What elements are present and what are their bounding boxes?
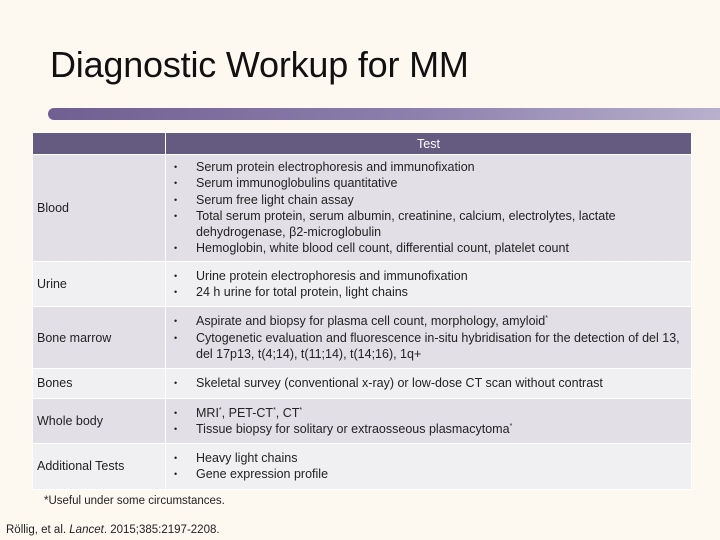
- test-item-text: Serum immunoglobulins quantitative: [196, 176, 398, 191]
- test-item: [174, 375, 687, 391]
- bullet-icon: •: [174, 194, 178, 205]
- category-cell: Blood: [33, 155, 166, 262]
- bullet-icon: •: [174, 243, 178, 254]
- citation-authors: Röllig, et al.: [6, 524, 70, 536]
- test-item-text: [196, 405, 687, 421]
- citation: [6, 524, 220, 536]
- tests-cell: [166, 155, 692, 262]
- test-item: [174, 159, 687, 175]
- table-row: [33, 398, 692, 444]
- test-item: [174, 208, 687, 241]
- bullet-icon: •: [174, 423, 178, 434]
- test-item: [174, 240, 687, 256]
- table-row: [33, 261, 692, 307]
- test-item-text-part: , PET-CT: [221, 405, 274, 420]
- bullet-icon: •: [174, 407, 178, 418]
- footnote-marker: *: [545, 315, 548, 323]
- test-item-text: [196, 313, 687, 329]
- test-item-text-part: MRI: [196, 405, 219, 420]
- category-cell: Bones: [33, 369, 166, 398]
- citation-details: . 2015;385:2197-2208.: [103, 524, 220, 536]
- bullet-icon: •: [174, 270, 178, 281]
- test-item-text: Serum free light chain assay: [196, 192, 354, 207]
- footnote-marker: *: [218, 406, 222, 414]
- table-row: [33, 155, 692, 262]
- category-cell: Whole body: [33, 398, 166, 444]
- footnote-marker: *: [299, 406, 303, 414]
- bullet-icon: •: [174, 287, 178, 298]
- test-item: [174, 405, 687, 421]
- test-header-cell: Test: [166, 133, 692, 155]
- tests-cell: [166, 261, 692, 307]
- title-underline-bar: [48, 108, 720, 120]
- test-item-text: Serum protein electrophoresis and immunofixation: [196, 160, 475, 174]
- table-body: [33, 155, 692, 490]
- diagnostic-tests-table: [32, 132, 692, 490]
- footnote: *Useful under some circumstances.: [44, 495, 225, 507]
- citation-journal: Lancet: [69, 524, 104, 536]
- test-item: [174, 284, 687, 300]
- test-item-text-part: Tissue biopsy for solitary or extraosseous plasmacytoma: [196, 421, 510, 436]
- tests-cell: [166, 307, 692, 369]
- test-item-text: 24 h urine for total protein, light chains: [196, 285, 408, 300]
- category-header-cell: [33, 133, 166, 155]
- test-item: [174, 313, 687, 329]
- test-item-text: Skeletal survey (conventional x-ray) or low-dose CT scan without contrast: [196, 376, 603, 391]
- table-row: [33, 307, 692, 369]
- footnote-marker: *: [509, 422, 513, 430]
- tests-cell: [166, 444, 692, 490]
- slide-title: Diagnostic Workup for MM: [50, 44, 469, 85]
- test-item-text: [196, 421, 687, 437]
- test-item-text: Total serum protein, serum albumin, creatinine, calcium, electrolytes, lactate dehydrogenase, β2-microglobulin: [196, 208, 616, 240]
- test-item-text: Hemoglobin, white blood cell count, differential count, platelet count: [196, 241, 569, 256]
- test-item: [174, 450, 687, 466]
- category-cell: Bone marrow: [33, 307, 166, 369]
- test-item: [174, 466, 687, 482]
- category-cell: Additional Tests: [33, 444, 166, 490]
- table-row: [33, 369, 692, 398]
- bullet-icon: •: [174, 316, 178, 327]
- tests-cell: [166, 369, 692, 398]
- bullet-icon: •: [174, 378, 178, 389]
- category-cell: Urine: [33, 261, 166, 307]
- test-item: [174, 175, 687, 191]
- test-item: [174, 268, 687, 284]
- bullet-icon: •: [174, 162, 178, 172]
- tests-cell: [166, 398, 692, 444]
- table-row: [33, 444, 692, 490]
- test-item-text-part: Aspirate and biopsy for plasma cell count, morphology, amyloid: [196, 314, 546, 329]
- bullet-icon: •: [174, 210, 178, 221]
- table-header-row: [33, 133, 692, 155]
- footnote-marker: *: [273, 406, 276, 414]
- test-item-text: Heavy light chains: [196, 451, 298, 466]
- bullet-icon: •: [174, 178, 178, 189]
- test-item: [174, 330, 687, 363]
- test-item-text: Cytogenetic evaluation and fluorescence in-situ hybridisation for the detection of del 13, del 17p13, t(4;14), t(11;14), t(14;16), 1q+: [196, 330, 680, 361]
- bullet-icon: •: [174, 469, 178, 480]
- test-item-text-part: , CT: [275, 405, 300, 420]
- test-item: [174, 192, 687, 208]
- bullet-icon: •: [174, 453, 178, 464]
- bullet-icon: •: [174, 332, 178, 343]
- test-item-text: Urine protein electrophoresis and immunofixation: [196, 268, 468, 283]
- test-item-text: Gene expression profile: [196, 467, 329, 482]
- test-item: [174, 421, 687, 437]
